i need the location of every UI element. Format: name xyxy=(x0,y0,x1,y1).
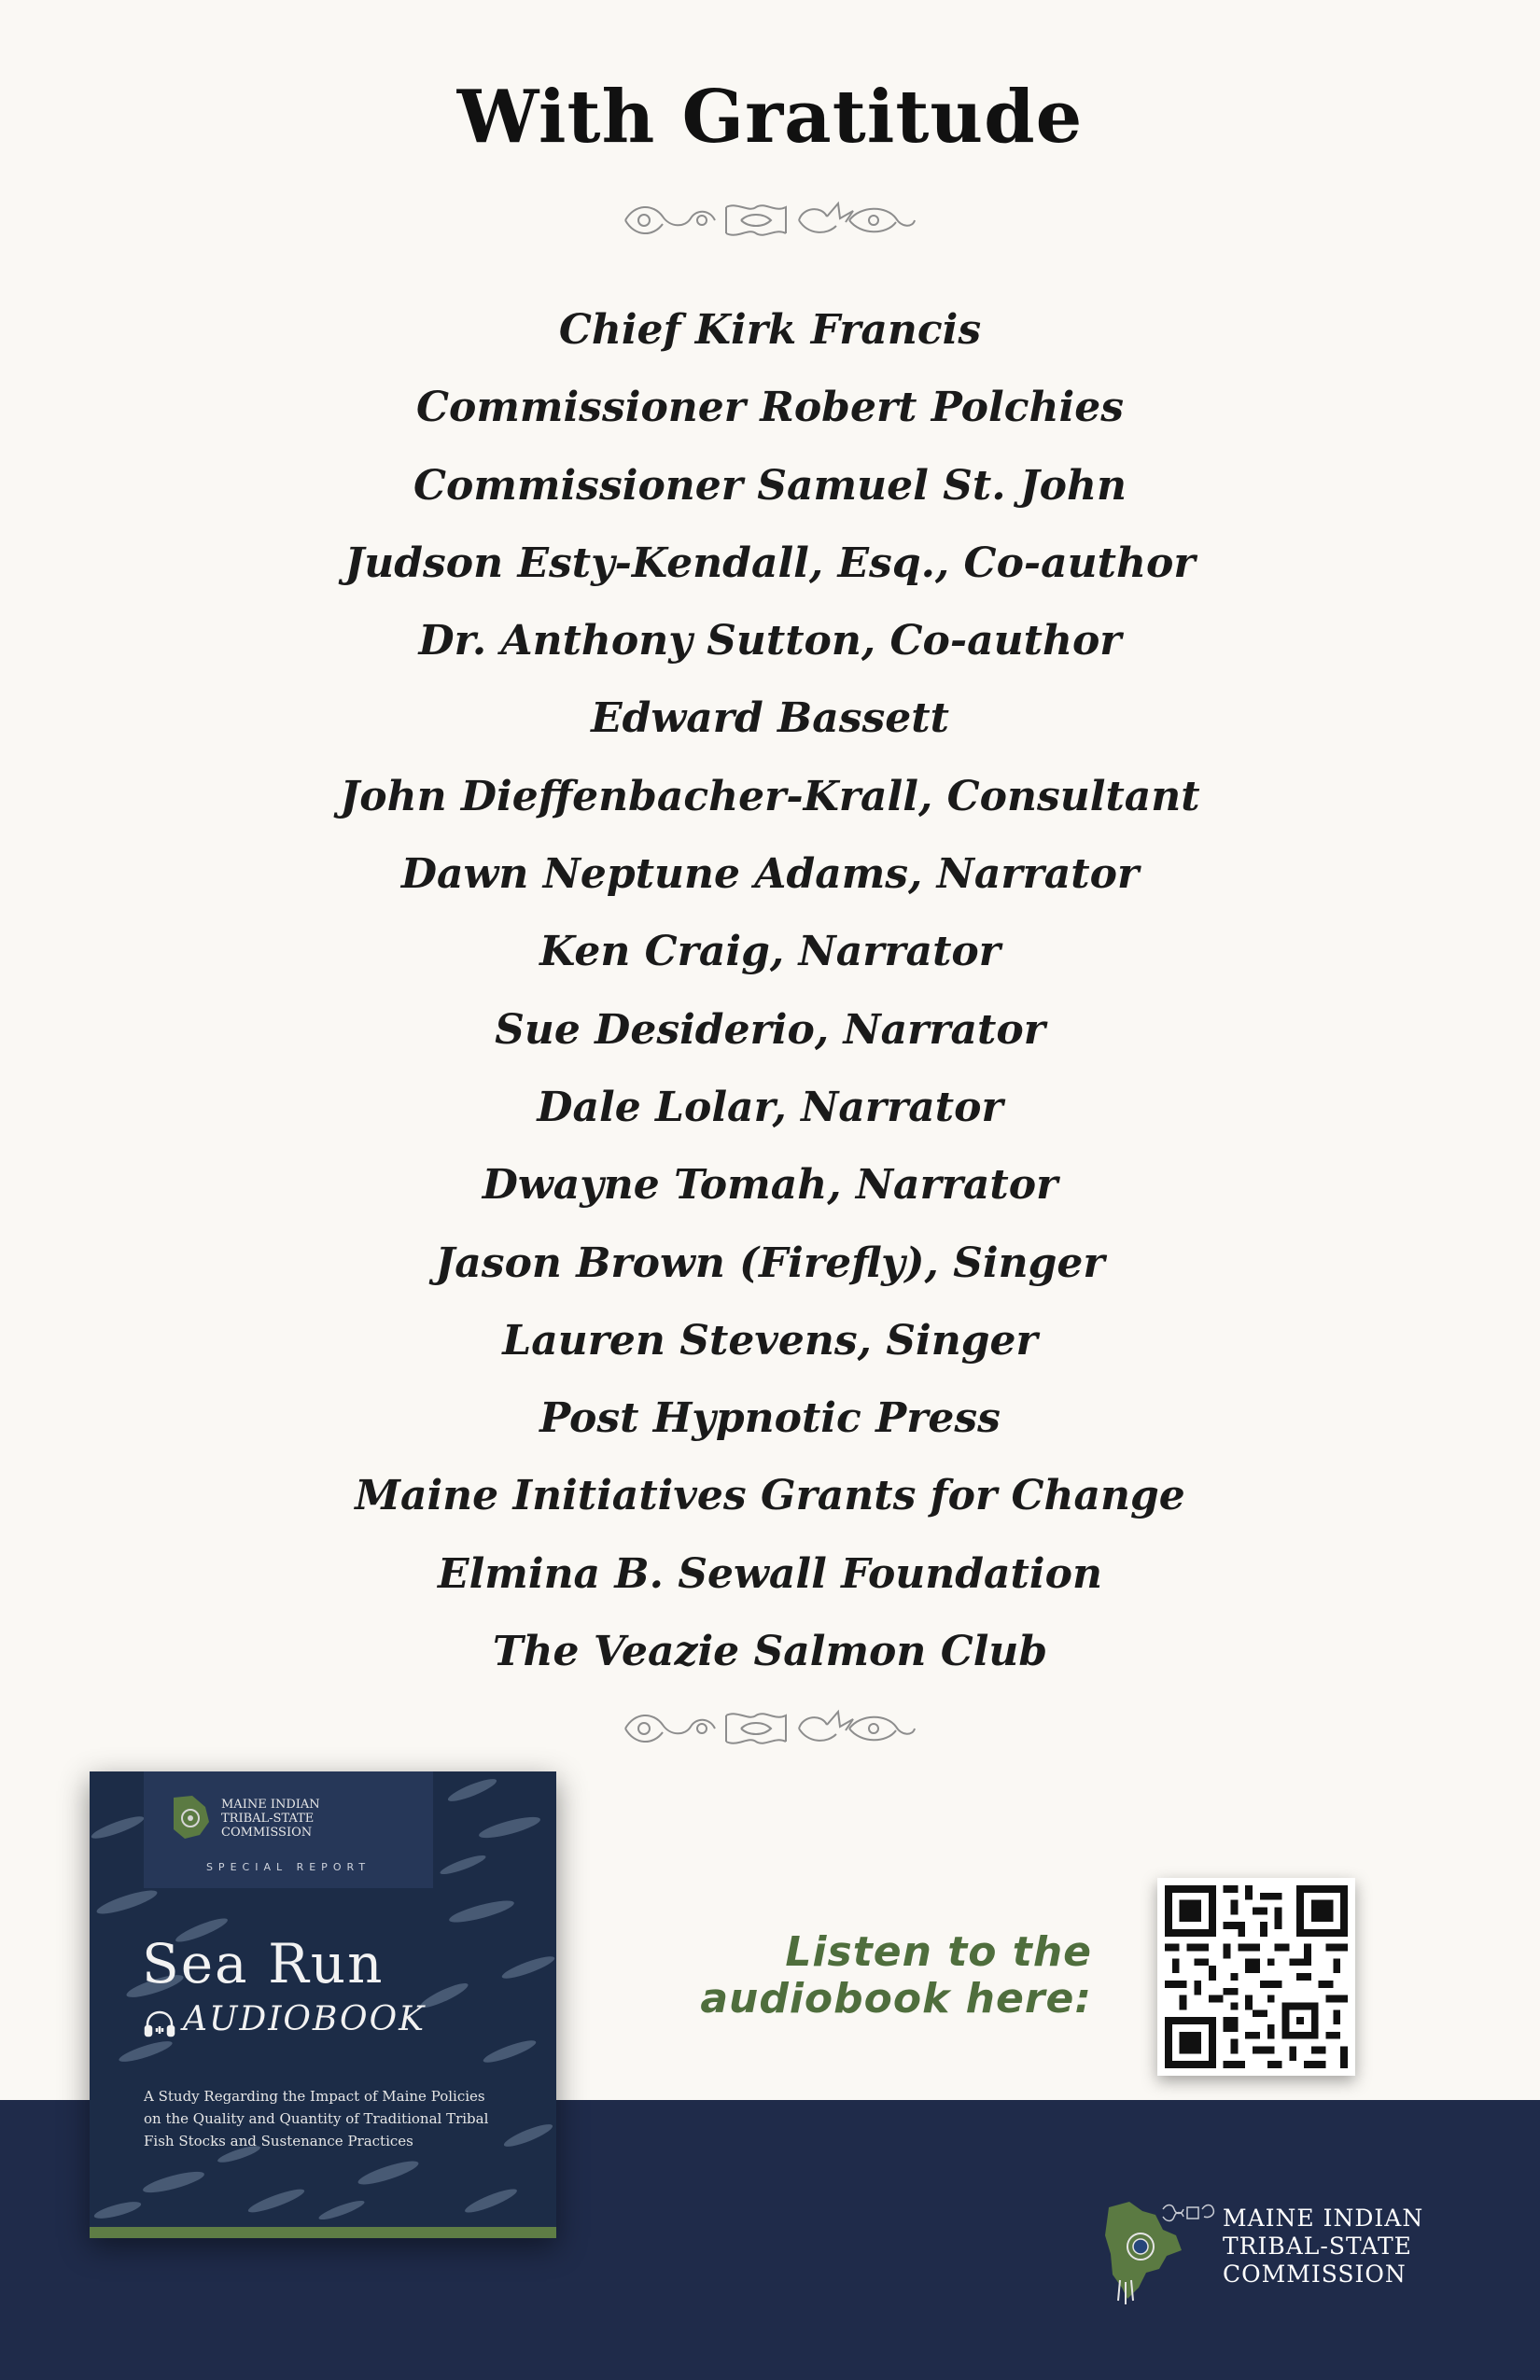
ornament-divider-icon xyxy=(616,194,924,246)
cover-org-name: MAINE INDIAN TRIBAL-STATE COMMISSION xyxy=(221,1798,320,1840)
acknowledgement-item: John Dieffenbacher-Krall, Consultant xyxy=(340,772,1200,820)
ornament-divider-icon xyxy=(616,1702,924,1755)
acknowledgement-item: Judson Esty-Kendall, Esq., Co-author xyxy=(344,539,1196,587)
footer-org-name: MAINE INDIAN TRIBAL-STATE COMMISSION xyxy=(1223,2205,1424,2288)
acknowledgement-item: The Veazie Salmon Club xyxy=(492,1628,1048,1676)
acknowledgement-item: Chief Kirk Francis xyxy=(558,306,982,354)
qr-code-graphic xyxy=(1165,1885,1348,2068)
acknowledgement-item: Dawn Neptune Adams, Narrator xyxy=(400,850,1140,899)
acknowledgement-item: Ken Craig, Narrator xyxy=(539,928,1001,976)
cover-description: A Study Regarding the Impact of Maine Policies on the Quality and Quantity of Traditional Tribal Fish Stocks and Sustenance Practices xyxy=(144,2088,489,2149)
audiobook-cover[interactable] xyxy=(90,1771,556,2238)
maine-map-logo-icon xyxy=(1101,2198,1221,2310)
commission-seal-icon xyxy=(168,1794,211,1841)
page-title: With Gratitude xyxy=(456,75,1084,160)
acknowledgement-item: Commissioner Robert Polchies xyxy=(415,384,1124,432)
headphones-icon xyxy=(144,2009,175,2037)
acknowledgement-item: Sue Desiderio, Narrator xyxy=(495,1005,1045,1054)
cover-accent-bar xyxy=(90,2227,556,2238)
acknowledgement-item: Post Hypnotic Press xyxy=(539,1394,1001,1443)
acknowledgement-item: Commissioner Samuel St. John xyxy=(413,461,1127,510)
acknowledgement-item: Lauren Stevens, Singer xyxy=(502,1316,1038,1365)
qr-code-icon[interactable] xyxy=(1157,1878,1355,2076)
acknowledgement-item: Dwayne Tomah, Narrator xyxy=(482,1161,1058,1210)
acknowledgement-item: Elmina B. Sewall Foundation xyxy=(438,1549,1102,1598)
acknowledgement-item: Edward Bassett xyxy=(591,694,949,743)
cover-label: SPECIAL REPORT xyxy=(205,1861,371,1873)
acknowledgement-item: Jason Brown (Firefly), Singer xyxy=(435,1239,1105,1287)
cta-line-2: audiobook here: xyxy=(700,1975,1092,2023)
acknowledgement-item: Dr. Anthony Sutton, Co-author xyxy=(418,617,1122,665)
acknowledgement-item: Dale Lolar, Narrator xyxy=(537,1083,1003,1131)
cover-header xyxy=(144,1771,433,1888)
acknowledgement-item: Maine Initiatives Grants for Change xyxy=(355,1472,1185,1520)
cover-subtitle: AUDIOBOOK xyxy=(183,2000,426,2038)
cover-title: Sea Run xyxy=(142,1932,385,1995)
acknowledgement-list xyxy=(0,291,1540,1690)
cta-line-1: Listen to the xyxy=(785,1928,1092,1976)
audiobook-cta xyxy=(700,1929,1092,2023)
